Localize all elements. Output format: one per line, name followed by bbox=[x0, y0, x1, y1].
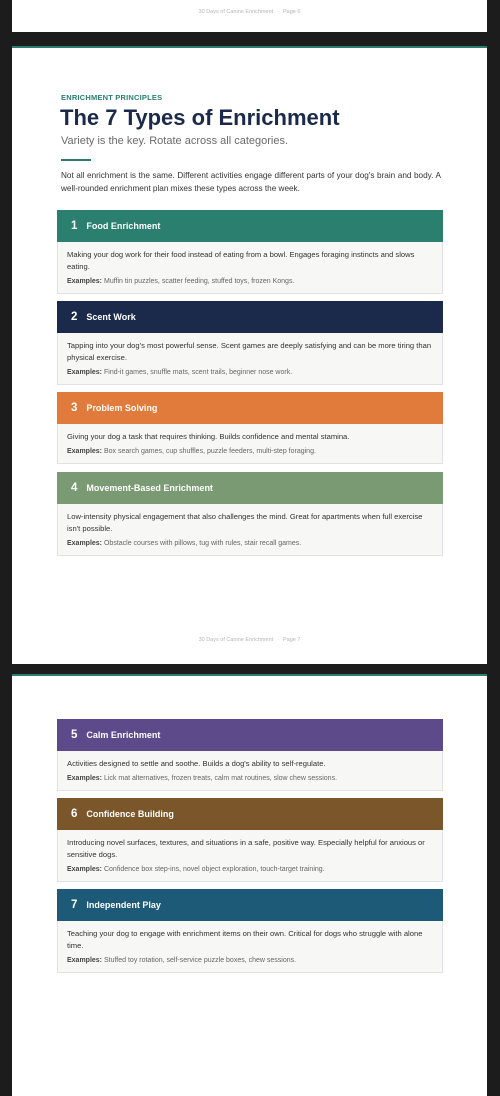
card-body bbox=[57, 830, 443, 882]
card-examples bbox=[67, 368, 434, 378]
card-number: 4 bbox=[71, 482, 78, 494]
card-title: Scent Work bbox=[86, 312, 136, 322]
card-body bbox=[57, 504, 443, 556]
card-number: 2 bbox=[71, 311, 78, 323]
card-title: Food Enrichment bbox=[86, 221, 161, 231]
card-description: Low-intensity physical engagement that also challenges the mind. Great for apartments when full exercise isn't possible. bbox=[67, 512, 423, 533]
card-examples bbox=[67, 447, 434, 457]
enrichment-card bbox=[57, 472, 443, 556]
card-body bbox=[57, 333, 443, 385]
examples-label: Examples: bbox=[67, 775, 103, 782]
card-header bbox=[57, 392, 443, 424]
card-body bbox=[57, 242, 443, 294]
page-8 bbox=[12, 674, 487, 1096]
page-footer bbox=[12, 637, 487, 643]
card-header bbox=[57, 301, 443, 333]
enrichment-card bbox=[57, 798, 443, 882]
footer-page-number: Page 6 bbox=[283, 9, 301, 15]
examples-label: Examples: bbox=[67, 957, 103, 964]
card-header bbox=[57, 719, 443, 751]
page-footer bbox=[12, 9, 487, 15]
footer-title: 30 Days of Canine Enrichment bbox=[198, 9, 274, 15]
card-examples bbox=[67, 277, 434, 287]
card-number: 6 bbox=[71, 808, 78, 820]
card-title: Calm Enrichment bbox=[86, 730, 161, 740]
page-title: The 7 Types of Enrichment bbox=[60, 105, 340, 130]
card-title: Confidence Building bbox=[86, 809, 174, 819]
card-title: Movement-Based Enrichment bbox=[86, 483, 213, 493]
intro-paragraph: Not all enrichment is the same. Different activities engage different parts of your dog's brain and body. A well-rounded enrichment plan mixes these types across the week. bbox=[61, 171, 441, 193]
card-title: Independent Play bbox=[86, 900, 161, 910]
card-description: Teaching your dog to engage with enrichment items on their own. Critical for dogs who struggle with alone time. bbox=[67, 929, 423, 950]
card-examples bbox=[67, 865, 434, 875]
examples-label: Examples: bbox=[67, 540, 103, 547]
examples-text: Confidence box step-ins, novel object exploration, touch-target training. bbox=[103, 866, 325, 873]
page-7 bbox=[12, 46, 487, 664]
card-description: Introducing novel surfaces, textures, and situations in a safe, positive way. Especially helpful for anxious or sensitive dogs. bbox=[67, 838, 425, 859]
enrichment-card bbox=[57, 301, 443, 385]
examples-text: Find-it games, snuffle mats, scent trails, beginner nose work. bbox=[103, 369, 293, 376]
card-examples bbox=[67, 956, 434, 966]
card-number: 3 bbox=[71, 402, 78, 414]
examples-text: Stuffed toy rotation, self-service puzzle boxes, chew sessions. bbox=[103, 957, 297, 964]
examples-text: Lick mat alternatives, frozen treats, calm mat routines, slow chew sessions. bbox=[103, 775, 338, 782]
footer-page-number: Page 7 bbox=[283, 637, 301, 643]
footer-separator: · bbox=[277, 9, 279, 15]
examples-label: Examples: bbox=[67, 278, 103, 285]
examples-label: Examples: bbox=[67, 866, 103, 873]
enrichment-card bbox=[57, 392, 443, 464]
page-6-fragment bbox=[12, 0, 487, 32]
card-title: Problem Solving bbox=[86, 403, 158, 413]
card-header bbox=[57, 472, 443, 504]
card-number: 1 bbox=[71, 220, 78, 232]
accent-rule bbox=[61, 159, 91, 161]
page-subtitle: Variety is the key. Rotate across all categories. bbox=[61, 135, 289, 147]
card-description: Activities designed to settle and soothe. Builds a dog's ability to self-regulate. bbox=[67, 759, 326, 768]
footer-separator: · bbox=[277, 637, 279, 643]
section-eyebrow: ENRICHMENT PRINCIPLES bbox=[61, 93, 163, 102]
card-number: 7 bbox=[71, 899, 78, 911]
examples-text: Box search games, cup shuffles, puzzle feeders, multi-step foraging. bbox=[103, 448, 316, 455]
card-number: 5 bbox=[71, 729, 78, 741]
card-body bbox=[57, 751, 443, 791]
examples-label: Examples: bbox=[67, 448, 103, 455]
card-description: Tapping into your dog's most powerful sense. Scent games are deeply satisfying and can be more tiring than physical exercise. bbox=[67, 341, 432, 362]
examples-text: Obstacle courses with pillows, tug with rules, stair recall games. bbox=[103, 540, 302, 547]
card-header bbox=[57, 210, 443, 242]
examples-text: Muffin tin puzzles, scatter feeding, stuffed toys, frozen Kongs. bbox=[103, 278, 295, 285]
card-body bbox=[57, 921, 443, 973]
card-header bbox=[57, 889, 443, 921]
card-description: Giving your dog a task that requires thinking. Builds confidence and mental stamina. bbox=[67, 432, 350, 441]
enrichment-card bbox=[57, 210, 443, 294]
enrichment-card bbox=[57, 719, 443, 791]
card-body bbox=[57, 424, 443, 464]
footer-title: 30 Days of Canine Enrichment bbox=[198, 637, 274, 643]
examples-label: Examples: bbox=[67, 369, 103, 376]
card-description: Making your dog work for their food instead of eating from a bowl. Engages foraging instincts and slows eating. bbox=[67, 250, 415, 271]
card-header bbox=[57, 798, 443, 830]
card-examples bbox=[67, 774, 434, 784]
card-examples bbox=[67, 539, 434, 549]
enrichment-card bbox=[57, 889, 443, 973]
